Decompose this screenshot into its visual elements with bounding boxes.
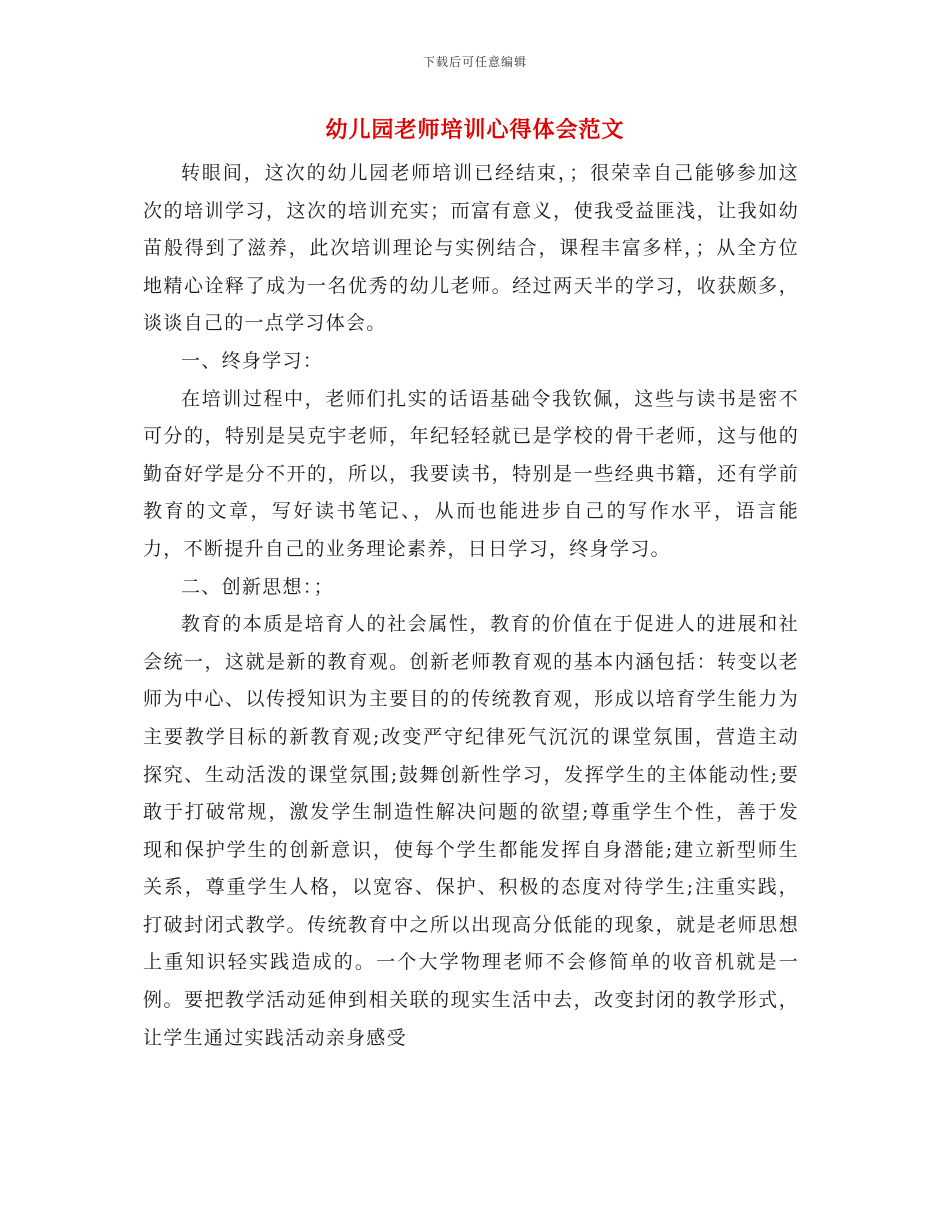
paragraph-innovative-thinking: 教育的本质是培育人的社会属性，教育的价值在于促进人的进展和社会统一，这就是新的教育观。创新老师教育观的基本内涵包括：转变以老师为中心、以传授知识为主要目的的传统教育观，形成以培育学生能力为主要教学目标的新教育观;改变严守纪律死气沉沉的课堂氛围，营造主动探究、生动活泼的课堂氛围;鼓舞创新性学习，发挥学生的主体能动性;要敢于打破常规，激发学生制造性解决问题的欲望;尊重学生个性，善于发现和保护学生的创新意识，使每个学生都能发挥自身潜能;建立新型师生关系，尊重学生人格，以宽容、保护、积极的态度对待学生;注重实践，打破封闭式教学。传统教育中之所以出现高分低能的现象，就是老师思想上重知识轻实践造成的。一个大学物理老师不会修简单的收音机就是一例。要把教学活动延伸到相关联的现实生活中去，改变封闭的教学形式，让学生通过实践活动亲身感受	[143, 613, 799, 1049]
paragraph-lifelong-learning: 在培训过程中，老师们扎实的话语基础令我钦佩，这些与读书是密不可分的，特别是吴克宇老师，年纪轻轻就已是学校的骨干老师，这与他的勤奋好学是分不开的，所以，我要读书，特别是一些经典书籍，还有学前教育的文章，写好读书笔记、，从而也能进步自己的写作水平，语言能力，不断提升自己的业务理论素养，日日学习，终身学习。	[143, 387, 799, 560]
section-heading-innovative-thinking: 二、创新思想：；	[181, 575, 334, 598]
paragraph-intro: 转眼间，这次的幼儿园老师培训已经结束，；很荣幸自己能够参加这次的培训学习，这次的培训充实；而富有意义，使我受益匪浅，让我如幼苗般得到了滋养，此次培训理论与实例结合，课程丰富多样，；从全方位地精心诠释了成为一名优秀的幼儿老师。经过两天半的学习，收获颇多，谈谈自己的一点学习体会。	[143, 162, 799, 335]
header-note: 下载后可任意编辑	[422, 55, 527, 69]
document-title: 幼儿园老师培训心得体会范文	[325, 117, 625, 143]
document-body	[143, 155, 799, 1057]
section-heading-lifelong-learning: 一、终身学习：	[181, 349, 324, 372]
